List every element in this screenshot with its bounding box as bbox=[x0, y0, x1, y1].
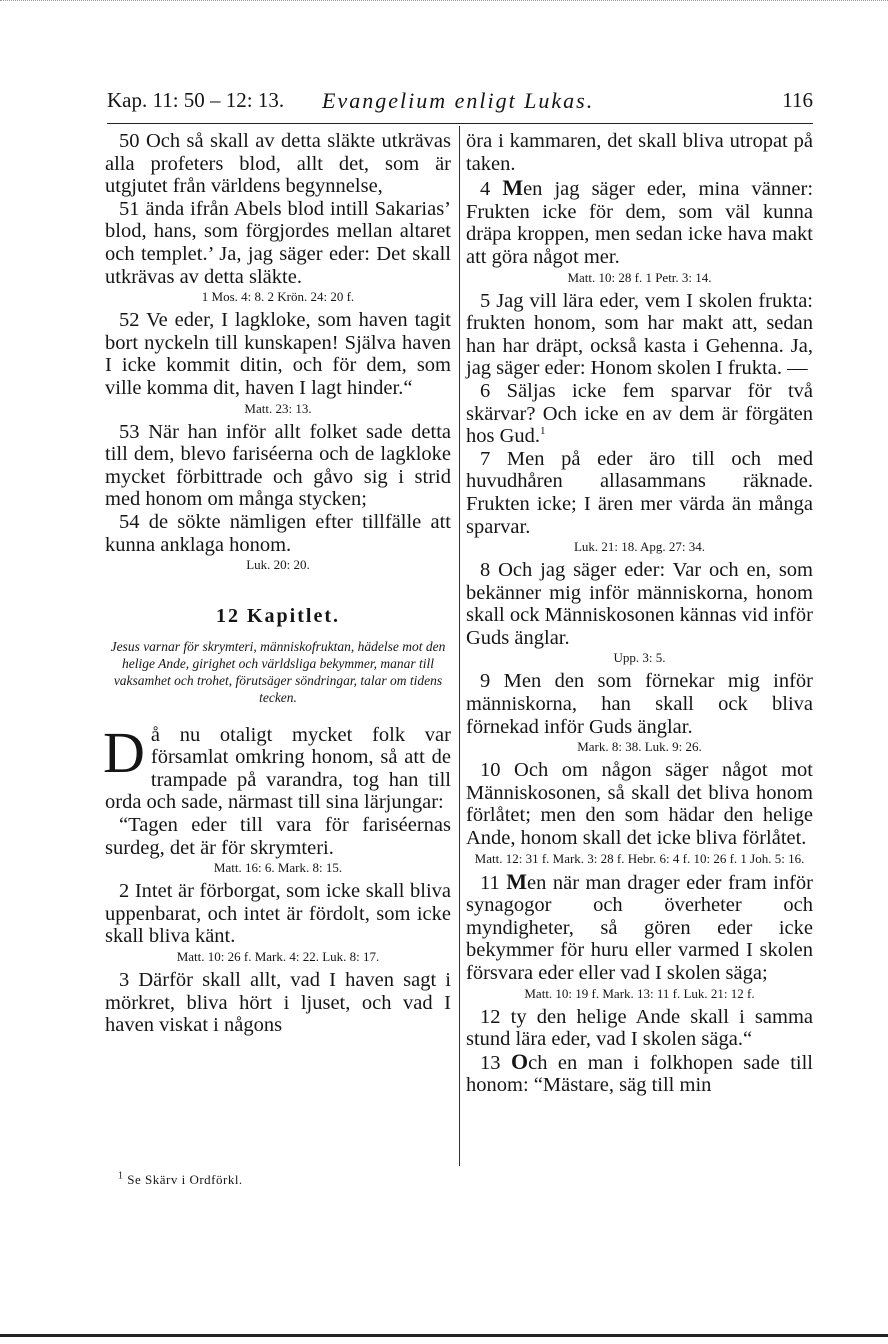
left-column bbox=[105, 130, 451, 1037]
verse-12-1-text: å nu otaligt mycket folk var församlat omkring honom, så att de trampade på varandra, tog han till orda och sade, närmast till sina lärjungar: bbox=[105, 723, 451, 814]
verse-text: en när man drager eder fram inför synagogor och överheter och myndigheter, så gören eder icke bekymmer för huru eller varmed I skolen försvara eder eller vad I skolen säga; bbox=[466, 871, 813, 984]
bold-initial: M bbox=[502, 175, 524, 201]
verse-11-54: 54 de sökte nämligen efter tillfälle att kunna anklaga honom. bbox=[105, 510, 451, 556]
header-rule bbox=[107, 123, 813, 124]
verse-12-5: 5 Jag vill lära eder, vem I skolen frukta: frukten honom, som har makt att, sedan han har dräpt, också kasta i Gehenna. Ja, jag säger eder: Honom skolen I frukta. — bbox=[466, 289, 813, 380]
verse-12-1-quote: “Tagen eder till vara för fariséernas surdeg, det är för skrymteri. bbox=[105, 814, 451, 859]
right-column bbox=[466, 130, 813, 1097]
verse-11-51: 51 ända ifrån Abels blod intill Sakarias’ blod, hans, som förgjordes mellan altaret och templet.’ Ja, jag säger eder: Det skall utkrävas av detta släkte. bbox=[105, 197, 451, 288]
footnote bbox=[118, 1172, 243, 1188]
cross-reference: Luk. 20: 20. bbox=[246, 557, 310, 573]
verse-number: 11 bbox=[480, 871, 500, 894]
chapter-summary: Jesus varnar för skrymteri, människofruktan, hädelse mot den helige Ande, girighet och världsliga bekymmer, manar till vaksamhet och trohet, förutsäger söndringar, talar om tidens tecken. bbox=[110, 638, 446, 705]
bold-initial: O bbox=[510, 1048, 529, 1074]
verse-text: 6 Säljas icke fem sparvar för två skärvar? Och icke en av dem är förgäten hos Gud. bbox=[466, 379, 813, 448]
verse-text: ch en man i folkhopen sade till honom: “Mästare, säg till min bbox=[466, 1051, 813, 1097]
footnote-marker: 1 bbox=[540, 425, 546, 438]
page-header bbox=[107, 84, 813, 124]
verse-12-4 bbox=[466, 177, 813, 268]
verse-12-6 bbox=[466, 380, 813, 448]
verse-text: en jag säger eder, mina vänner: Frukten icke för dem, som väl kunna dräpa kroppen, men sedan icke hava makt att göra något mer. bbox=[466, 178, 814, 268]
cross-reference: Matt. 16: 6. Mark. 8: 15. bbox=[213, 860, 343, 876]
verse-12-9: 9 Men den som förnekar mig inför människorna, han skall ock bliva förnekad inför Guds änglar. bbox=[466, 670, 813, 738]
verse-12-7: 7 Men på eder äro till och med huvudhåren allasammans räknade. Frukten icke; I ären mer värda än många sparvar. bbox=[466, 447, 813, 538]
cross-reference: Luk. 21: 18. Apg. 27: 34. bbox=[573, 539, 706, 555]
cross-reference: Matt. 10: 26 f. Mark. 4: 22. Luk. 8: 17. bbox=[176, 949, 380, 965]
verse-12-13 bbox=[466, 1048, 813, 1097]
verse-12-3-continued: öra i kammaren, det skall bliva utropat på taken. bbox=[466, 130, 813, 175]
bottom-edge bbox=[0, 1334, 888, 1337]
drop-cap: D bbox=[103, 719, 145, 785]
page-number: 116 bbox=[782, 88, 813, 112]
verse-11-50: 50 Och så skall av detta släkte utkrävas alla profeters blod, allt det, som är utgjutet från världens begynnelse, bbox=[105, 130, 451, 198]
cross-reference: 1 Mos. 4: 8. 2 Krön. 24: 20 f. bbox=[201, 289, 355, 305]
verse-12-8: 8 Och jag säger eder: Var och en, som bekänner mig inför människorna, honom skall ock Människosonen kännas vid inför Guds änglar. bbox=[466, 559, 813, 649]
cross-reference: Matt. 10: 19 f. Mark. 13: 11 f. Luk. 21: 12 f. bbox=[524, 985, 755, 1001]
book-title: Evangelium enligt Lukas. bbox=[322, 88, 595, 113]
verse-12-1 bbox=[103, 719, 451, 814]
cross-reference: Matt. 23: 13. bbox=[244, 400, 312, 416]
verse-12-11 bbox=[466, 868, 813, 985]
verse-12-12: 12 ty den helige Ande skall i samma stund lära eder, vad I skolen säga.“ bbox=[466, 1005, 813, 1051]
verse-11-52: 52 Ve eder, I lagkloke, som haven tagit bort nyckeln till kunskapen! Själva haven I icke kommit ditin, och för dem, som ville komma dit, haven I lagt hinder.“ bbox=[105, 309, 451, 399]
footnote-text: Se Skärv i Ordförkl. bbox=[127, 1172, 243, 1187]
verse-12-3: 3 Därför skall allt, vad I haven sagt i mörkret, bliva hört i ljuset, och vad I haven viskat i någons bbox=[105, 969, 451, 1037]
chapter-heading: 12 Kapitlet. bbox=[216, 605, 340, 628]
verse-12-2: 2 Intet är förborgat, som icke skall bliva uppenbarat, och intet är fördolt, som icke skall bliva känt. bbox=[105, 880, 451, 948]
verse-12-10: 10 Och om någon säger något mot Människosonen, så skall det bliva honom förlåtet; men den som hädar den helige Ande, honom skall det icke bliva förlåtet. bbox=[466, 759, 813, 850]
column-divider bbox=[459, 126, 460, 1166]
cross-reference: Upp. 3: 5. bbox=[613, 650, 666, 666]
top-edge bbox=[0, 0, 888, 4]
verse-number: 4 bbox=[480, 178, 491, 201]
cross-reference: Mark. 8: 38. Luk. 9: 26. bbox=[577, 739, 702, 755]
verse-11-53: 53 När han inför allt folket sade detta till dem, blevo fariséerna och de lagkloke mycket förbittrade och gåvo sig i strid med honom om många stycken; bbox=[105, 420, 451, 511]
cross-reference: Matt. 12: 31 f. Mark. 3: 28 f. Hebr. 6: 4 f. 10: 26 f. 1 Joh. 5: 16. bbox=[474, 850, 805, 866]
bold-initial: M bbox=[506, 868, 528, 894]
verse-number: 13 bbox=[480, 1051, 501, 1074]
footnote-number: 1 bbox=[118, 1170, 124, 1182]
chapter-reference: Kap. 11: 50 – 12: 13. bbox=[107, 88, 285, 112]
cross-reference: Matt. 10: 28 f. 1 Petr. 3: 14. bbox=[567, 269, 712, 285]
